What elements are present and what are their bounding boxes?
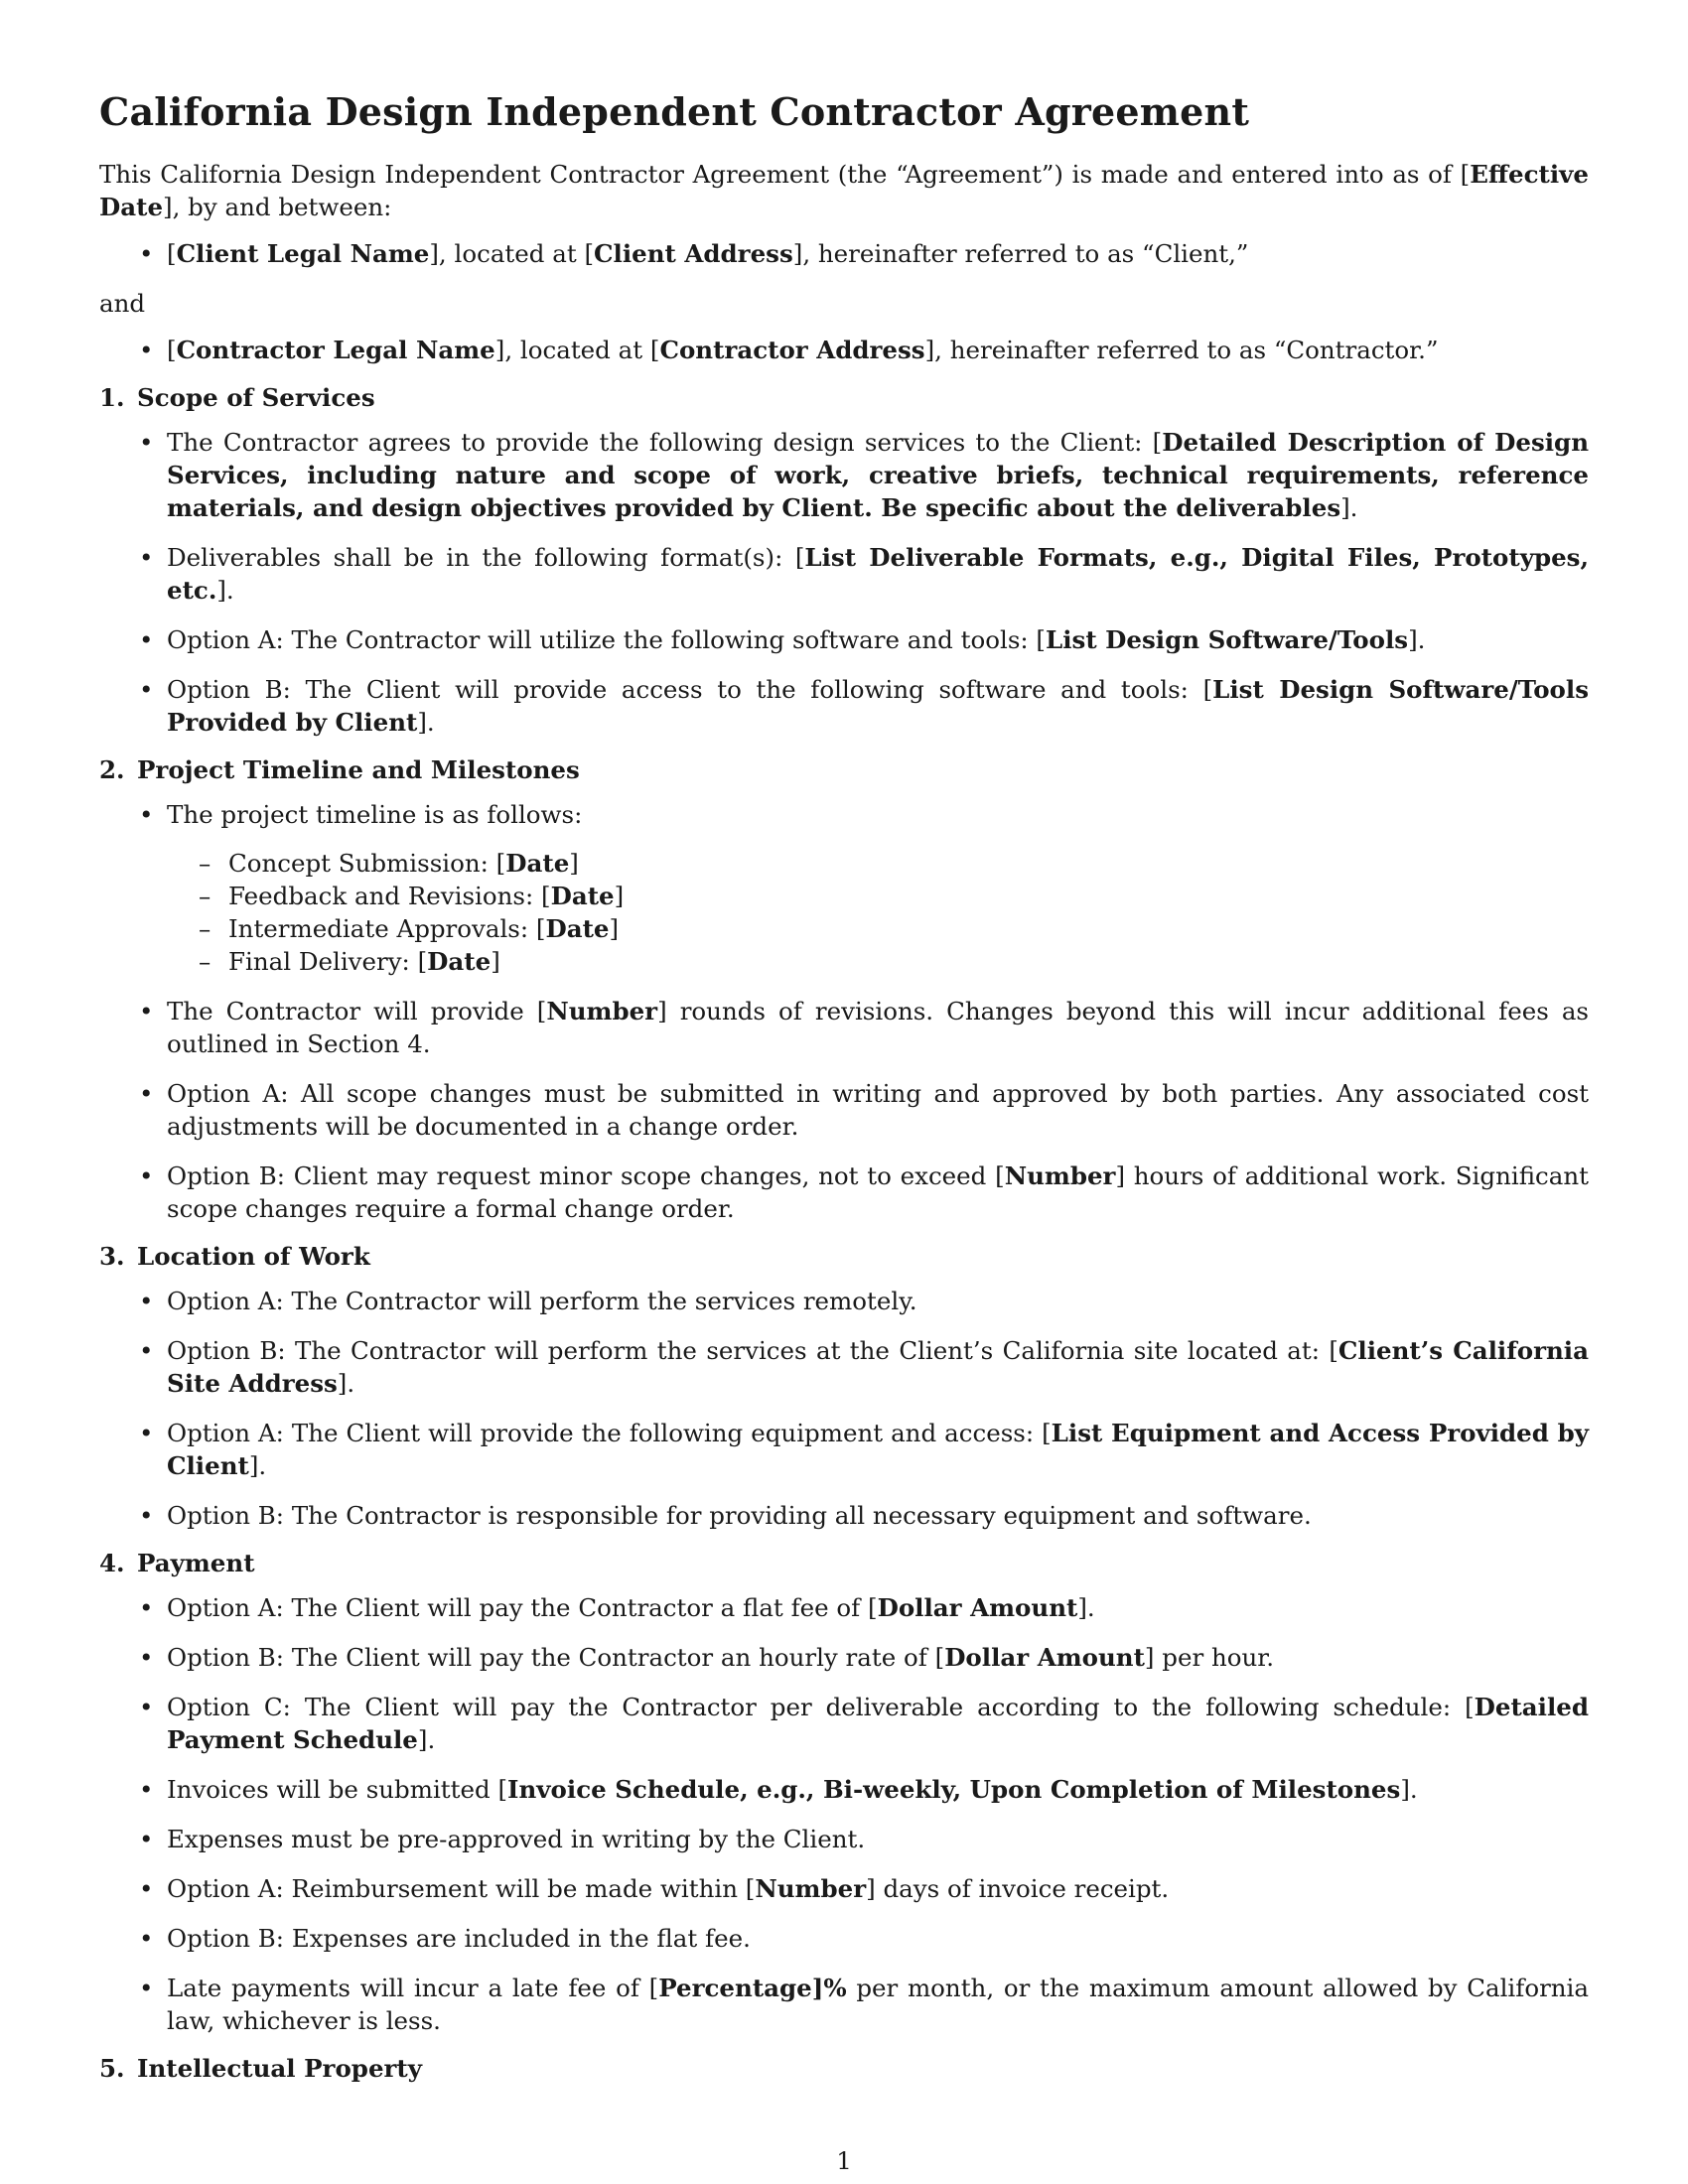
list-item: • Option B: The Client will pay the Contractor an hourly rate of [Dollar Amount] per hour. (167, 1641, 1589, 1674)
milestone-item: – Final Delivery: [Date] (228, 945, 1589, 978)
section-3-list (99, 1285, 1589, 1532)
milestone-list (167, 847, 1589, 978)
milestone-item: – Feedback and Revisions: [Date] (228, 880, 1589, 912)
section-heading-2: 2. Project Timeline and Milestones (99, 755, 580, 784)
section-2-list (99, 798, 1589, 1225)
list-item: • The Contractor agrees to provide the following design services to the Client: [Detailed Description of Design Services, including nature and scope of work, creative briefs, technical requirements, reference materials, and design objectives provided by Client. Be specific about the deliverables]. (167, 426, 1589, 524)
list-item: • The Contractor will provide [Number] rounds of revisions. Changes beyond this will incur additional fees as outlined in Section 4. (167, 995, 1589, 1060)
list-item: • Option B: The Client will provide access to the following software and tools: [List Design Software/Tools Provided by Client]. (167, 673, 1589, 739)
milestone-item: – Concept Submission: [Date] (228, 847, 1589, 880)
page-number: 1 (836, 2146, 852, 2175)
list-item: • Late payments will incur a late fee of [Percentage]% per month, or the maximum amount allowed by California law, whichever is less. (167, 1972, 1589, 2037)
list-item: • Option B: The Contractor is responsible for providing all necessary equipment and software. (167, 1499, 1589, 1532)
section-heading-5: 5. Intellectual Property (99, 2054, 422, 2083)
list-item: • The project timeline is as follows: – Concept Submission: [Date] – Feedback and Revisions: [Date] – Intermediate Approvals: [Date] – Final Delivery: [Date] (167, 798, 1589, 978)
list-item: • Option A: The Client will pay the Contractor a flat fee of [Dollar Amount]. (167, 1591, 1589, 1624)
document-title: California Design Independent Contractor Agreement (99, 89, 1250, 134)
list-item: • Invoices will be submitted [Invoice Schedule, e.g., Bi-weekly, Upon Completion of Milestones]. (167, 1773, 1589, 1806)
party-list-client (99, 237, 1589, 270)
party-contractor: • [Contractor Legal Name], located at [Contractor Address], hereinafter referred to as “Contractor.” (167, 334, 1589, 366)
effective-date-placeholder: Effective Date (99, 160, 1589, 221)
list-item: • Option C: The Client will pay the Contractor per deliverable according to the following schedule: [Detailed Payment Schedule]. (167, 1691, 1589, 1756)
intro-paragraph: This California Design Independent Contractor Agreement (the “Agreement”) is made and entered into as of [Effective Date], by and between: (99, 160, 1589, 221)
document-page (99, 89, 1589, 2097)
section-heading-3: 3. Location of Work (99, 1242, 370, 1271)
and-connector: and (99, 289, 146, 318)
milestone-item: – Intermediate Approvals: [Date] (228, 912, 1589, 945)
party-client: • [Client Legal Name], located at [Client Address], hereinafter referred to as “Client,” (167, 237, 1589, 270)
section-1-list (99, 426, 1589, 739)
list-item: • Deliverables shall be in the following format(s): [List Deliverable Formats, e.g., Digital Files, Prototypes, etc.]. (167, 541, 1589, 607)
section-4-list (99, 1591, 1589, 2037)
list-item: • Option B: Client may request minor scope changes, not to exceed [Number] hours of additional work. Significant scope changes require a formal change order. (167, 1160, 1589, 1225)
list-item: • Option A: Reimbursement will be made within [Number] days of invoice receipt. (167, 1872, 1589, 1905)
list-item: • Option A: The Contractor will utilize the following software and tools: [List Design Software/Tools]. (167, 623, 1589, 656)
list-item: • Option A: The Contractor will perform the services remotely. (167, 1285, 1589, 1317)
list-item: • Option B: The Contractor will perform the services at the Client’s California site located at: [Client’s California Site Address]. (167, 1334, 1589, 1400)
list-item: • Expenses must be pre-approved in writing by the Client. (167, 1823, 1589, 1855)
list-item: • Option A: All scope changes must be submitted in writing and approved by both parties. Any associated cost adjustments will be documented in a change order. (167, 1077, 1589, 1143)
section-heading-1: 1. Scope of Services (99, 383, 375, 412)
party-list-contractor (99, 334, 1589, 366)
section-heading-4: 4. Payment (99, 1549, 255, 1577)
list-item: • Option A: The Client will provide the following equipment and access: [List Equipment and Access Provided by Client]. (167, 1417, 1589, 1482)
list-item: • Option B: Expenses are included in the flat fee. (167, 1922, 1589, 1955)
